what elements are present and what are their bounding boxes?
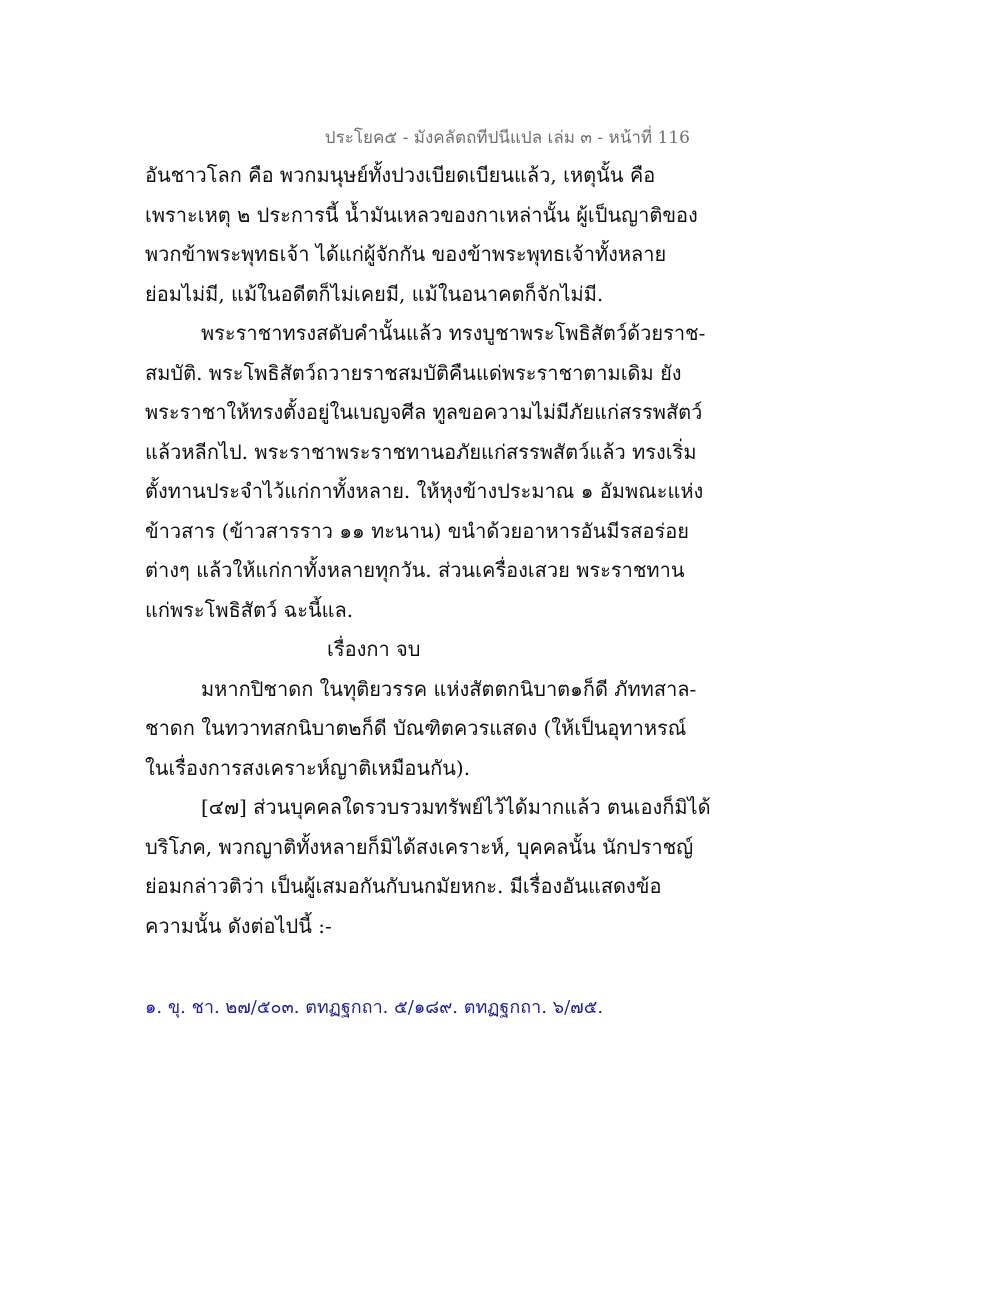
text-line: ข้าวสาร (ข้าวสารราว ๑๑ ทะนาน) ขนำด้วยอาหารอันมีรสอร่อย [145, 518, 689, 543]
text-line: แก่พระโพธิสัตว์ ฉะนี้แล. [145, 597, 354, 622]
text-line: เพราะเหตุ ๒ ประการนี้ น้ำมันเหลวของกาเหล่านั้น ผู้เป็นญาติของ [145, 202, 698, 227]
paragraph-start-line: มหากปิชาดก ในทุติยวรรค แห่งสัตตกนิบาต๑ก็ดี ภัททสาล- [201, 676, 697, 701]
text-line: ในเรื่องการสงเคราะห์ญาติเหมือนกัน). [145, 755, 471, 780]
page-header: ประโยค๕ - มังคลัตถทีปนีแปล เล่ม ๓ - หน้าที่ 116 [324, 128, 690, 148]
text-line: ต่างๆ แล้วให้แก่กาทั้งหลายทุกวัน. ส่วนเครื่องเสวย พระราชทาน [145, 558, 685, 582]
paragraph-start-line: [๔๗] ส่วนบุคคลใดรวบรวมทรัพย์ไว้ได้มากแล้ว ตนเองก็มิได้ [201, 795, 711, 819]
text-line: แล้วหลีกไป. พระราชาพระราชทานอภัยแก่สรรพสัตว์แล้ว ทรงเริ่ม [145, 439, 697, 464]
paragraph-start-line: พระราชาทรงสดับคำนั้นแล้ว ทรงบูชาพระโพธิสัตว์ด้วยราช- [201, 321, 706, 345]
text-line: พวกข้าพระพุทธเจ้า ได้แก่ผู้จักกัน ของข้าพระพุทธเจ้าทั้งหลาย [145, 242, 667, 266]
text-line: พระราชาให้ทรงตั้งอยู่ในเบญจศีล ทูลขอความไม่มีภัยแก่สรรพสัตว์ [145, 400, 703, 424]
body-text [145, 156, 711, 946]
text-line: ย่อมไม่มี, แม้ในอดีตก็ไม่เคยมี, แม้ในอนาคตก็จักไม่มี. [145, 281, 604, 306]
text-line: ชาดก ในทวาทสกนิบาต๒ก็ดี บัณฑิตควรแสดง (ให้เป็นอุทาหรณ์ [145, 716, 687, 740]
story-end-heading: เรื่องกา จบ [327, 637, 421, 661]
text-line: บริโภค, พวกญาติทั้งหลายก็มิได้สงเคราะห์, บุคคลนั้น นักปราชญ์ [145, 834, 694, 859]
text-line: ความนั้น ดังต่อไปนี้ :- [145, 913, 332, 938]
text-line: สมบัติ. พระโพธิสัตว์ถวายราชสมบัติคืนแด่พระราชาตามเดิม ยัง [145, 360, 682, 385]
text-line: ย่อมกล่าวติว่า เป็นผู้เสมอกันกับนกมัยหกะ. มีเรื่องอันแสดงข้อ [145, 874, 662, 898]
footnote: ๑. ขุ. ชา. ๒๗/๕๐๓. ตทฏฐกถา. ๕/๑๘๙. ตทฏฐกถา. ๖/๗๕. [145, 997, 604, 1018]
text-line: อันชาวโลก คือ พวกมนุษย์ทั้งปวงเบียดเบียนแล้ว, เหตุนั้น คือ [145, 163, 656, 187]
text-line: ตั้งทานประจำไว้แก่กาทั้งหลาย. ให้หุงข้างประมาณ ๑ อัมพณะแห่ง [145, 479, 704, 503]
